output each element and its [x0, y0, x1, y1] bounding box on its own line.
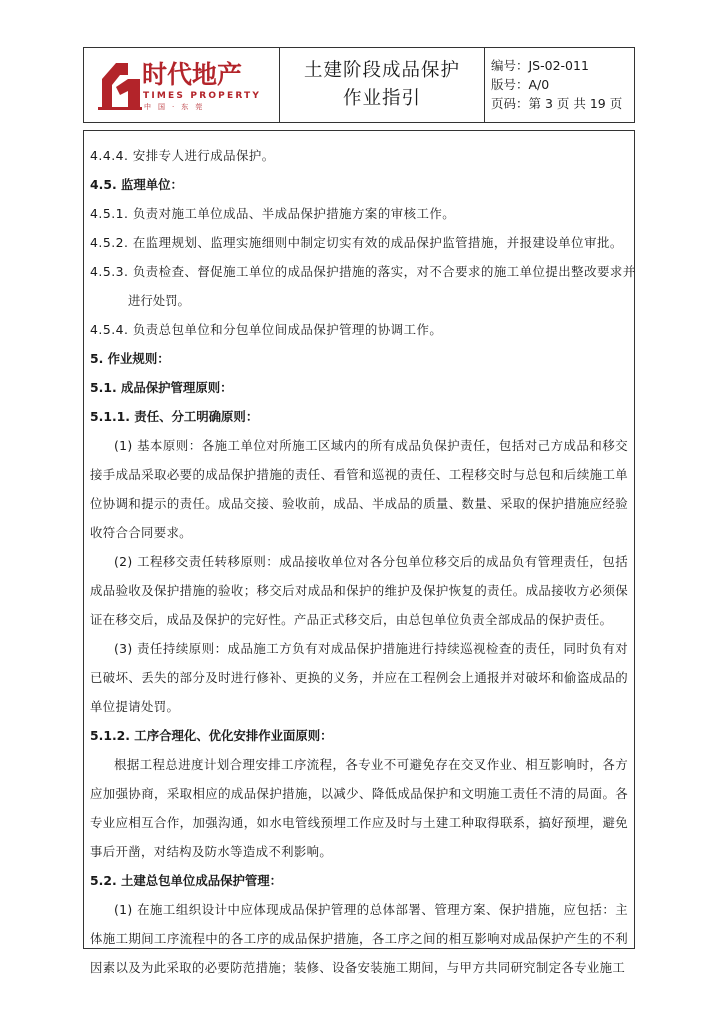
heading-5-2: 5.2. 土建总包单位成品保护管理： [90, 873, 283, 888]
doc-version: 版号：A/0 [491, 77, 550, 92]
heading-5-1: 5.1. 成品保护管理原则： [90, 380, 233, 395]
line-4-5-2: 4.5.2. 在监理规划、监理实施细则中制定切实有效的成品保护监管措施，并报建设单位审批。 [90, 235, 623, 250]
line-4-5-3: 4.5.3. 负责检查、督促施工单位的成品保护措施的落实，对不合要求的施工单位提出整改要求并 [90, 264, 636, 279]
doc-title-line1: 土建阶段成品保护 [303, 60, 460, 81]
doc-number: 编号：JS-02-011 [491, 58, 589, 73]
paragraph-continuity-principle: (3) 责任持续原则：成品施工方负有对成品保护措施进行持续巡视检查的责任，同时负有对已破坏、丢失的部分及时进行修补、更换的义务，并应在工程例会上通报并对破坏和偷盗成品的单位提请处罚。 [90, 641, 628, 714]
heading-5-1-1: 5.1.1. 责任、分工明确原则： [90, 409, 259, 424]
line-4-5-3-cont: 进行处罚。 [128, 293, 190, 308]
doc-title-line2: 作业指引 [342, 88, 421, 109]
logo-cell [84, 48, 280, 122]
line-4-4-4: 4.4.4. 安排专人进行成品保护。 [90, 148, 275, 163]
heading-5: 5. 作业规则： [90, 351, 170, 366]
times-property-logo-icon [98, 61, 144, 111]
content-box [83, 130, 636, 975]
page-number: 页码：第 3 页 共 19 页 [491, 96, 623, 111]
paragraph-general-contractor: (1) 在施工组织设计中应体现成品保护管理的总体部署、管理方案、保护措施，应包括：主体施工期间工序流程中的各工序的成品保护措施，各工序之间的相互影响对成品保护产生的不利因素以及为此采取的必要防范措施；装修、设备安装施工期间，与甲方共同研究制定各专业施工 [90, 902, 628, 975]
logo-chinese-name: 时代地产 [142, 60, 243, 89]
document-page [83, 47, 636, 975]
header-table [83, 47, 635, 123]
heading-4-5: 4.5. 监理单位： [90, 177, 183, 192]
heading-5-1-2: 5.1.2. 工序合理化、优化安排作业面原则： [90, 728, 333, 743]
paragraph-process-optimization: 根据工程总进度计划合理安排工序流程，各专业不可避免存在交叉作业、相互影响时，各方应加强协商，采取相应的成品保护措施，以减少、降低成品保护和文明施工责任不清的局面。各专业应相互合作，加强沟通，如水电管线预埋工作应及时与土建工种取得联系，搞好预埋，避免事后开凿，对结构及防水等造成不利影响。 [90, 757, 628, 859]
meta-cell [485, 48, 634, 122]
logo-english-name: TIMES PROPERTY [143, 91, 262, 101]
paragraph-transfer-principle: (2) 工程移交责任转移原则：成品接收单位对各分包单位移交后的成品负有管理责任，包括成品验收及保护措施的验收；移交后对成品和保护的维护及保护恢复的责任。成品接收方必须保证在移交后，成品及保护的完好性。产品正式移交后，由总包单位负责全部成品的保护责任。 [90, 554, 628, 627]
logo-subtitle: 中国·东莞 [144, 103, 210, 111]
paragraph-basic-principle: (1) 基本原则：各施工单位对所施工区域内的所有成品负保护责任，包括对己方成品和移交接手成品采取必要的成品保护措施的责任、看管和巡视的责任、工程移交时与总包和后续施工单位协调和提示的责任。成品交接、验收前，成品、半成品的质量、数量、采取的保护措施应经验收符合合同要求。 [90, 438, 628, 540]
line-4-5-1: 4.5.1. 负责对施工单位成品、半成品保护措施方案的审核工作。 [90, 206, 456, 221]
title-cell [280, 48, 485, 122]
line-4-5-4: 4.5.4. 负责总包单位和分包单位间成品保护管理的协调工作。 [90, 322, 443, 337]
